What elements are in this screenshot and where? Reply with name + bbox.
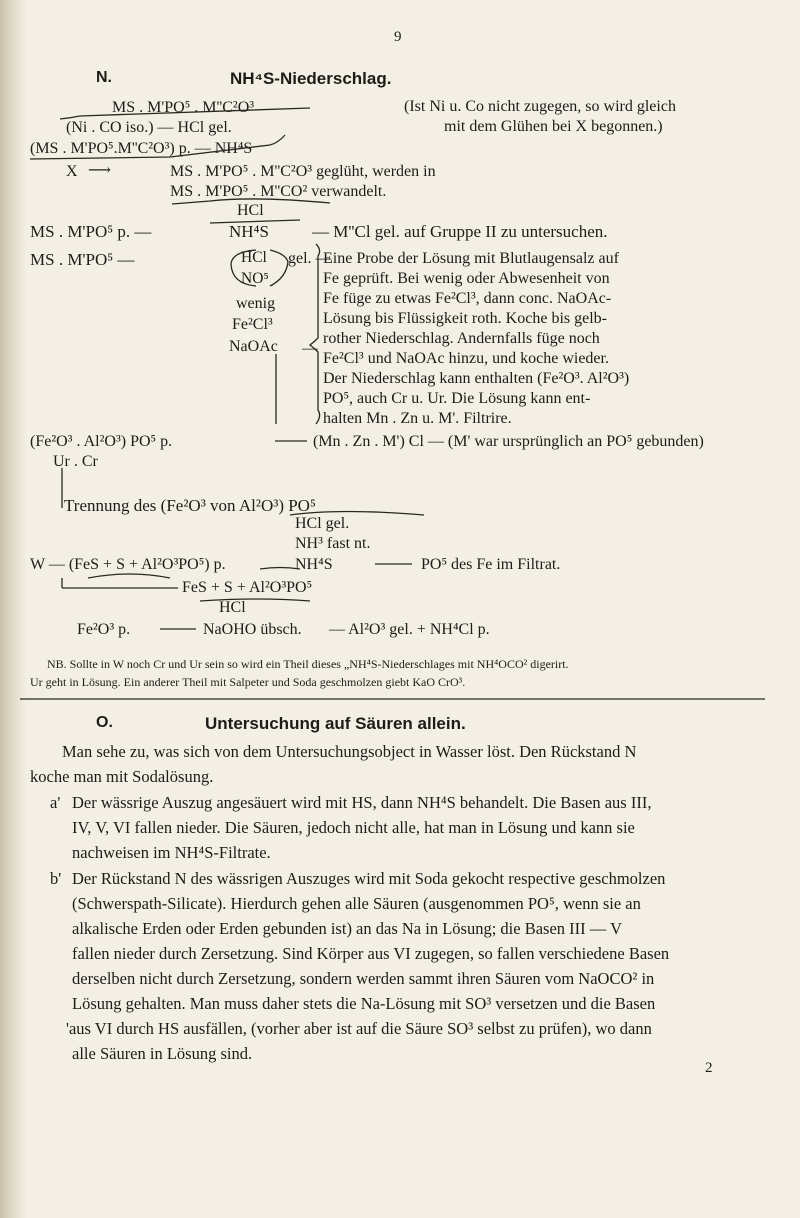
underline-bar — [210, 220, 300, 223]
paragraph-a-line: IV, V, VI fallen nieder. Die Säuren, jedoch nicht alle, hat man in Lösung und kann sie — [72, 818, 635, 837]
al2o3-right: — Al²O³ gel. + NH⁴Cl p. — [329, 621, 490, 638]
intro-line: Man sehe zu, was sich von dem Untersuchungsobject in Wasser löst. Den Rückstand N — [62, 742, 637, 761]
wenig-label: wenig — [236, 295, 276, 312]
x-label: X — [66, 163, 78, 180]
row3-right: (Mn . Zn . M') Cl — (M' war ursprünglich an PO⁵ gebunden) — [313, 433, 704, 450]
scheme-line-2: (Ni . CO iso.) — HCl gel. — [66, 119, 232, 136]
paragraph-b-line: Lösung gehalten. Man muss daher stets die Na-Lösung mit SO³ versetzen und die Basen — [72, 994, 656, 1013]
naoho-label: NaOHO übsch. — [203, 621, 302, 638]
box-bracket — [310, 244, 320, 424]
section-o-title: Untersuchung auf Säuren allein. — [205, 714, 466, 733]
hcl-label-2: HCl — [219, 599, 246, 616]
paragraph-b-line: alle Säuren in Lösung sind. — [72, 1044, 253, 1063]
intro-line: koche man mit Sodalösung. — [30, 767, 214, 786]
box-line: Fe²Cl³ und NaOAc hinzu, und koche wieder. — [323, 350, 609, 367]
row1-right: — M''Cl gel. auf Gruppe II zu untersuchen. — [312, 222, 608, 241]
box-line: Fe geprüft. Bei wenig oder Abwesenheit von — [323, 270, 610, 287]
page-number: 9 — [394, 29, 402, 45]
paragraph-a-label: a' — [50, 793, 61, 812]
hcl-gel-label: HCl gel. — [295, 515, 350, 532]
x-line-1: MS . M'PO⁵ . M''C²O³ geglüht, werden in — [170, 163, 436, 180]
underline-bar — [30, 135, 285, 159]
nb-line-2: Ur geht in Lösung. Ein anderer Theil mit Salpeter und Soda geschmolzen giebt KaO CrO³. — [30, 675, 466, 689]
underline-bar — [172, 199, 330, 204]
brace-left — [231, 250, 256, 286]
underline-bar — [200, 599, 310, 601]
x-line-2: MS . M'PO⁵ . M''CO² verwandelt. — [170, 183, 387, 200]
fe2o3-left: Fe²O³ p. — [77, 621, 131, 638]
signature-mark: 2 — [705, 1060, 713, 1076]
x-arrow: ⟶ — [88, 162, 111, 179]
row1-left: MS . M'PO⁵ p. — — [30, 222, 152, 241]
w-left: W — (FeS + S + Al²O³PO⁵) p. — [30, 556, 226, 573]
w-right: PO⁵ des Fe im Filtrat. — [421, 556, 561, 573]
scheme-note-1: (Ist Ni u. Co nicht zugegen, so wird gleich — [404, 98, 676, 115]
paragraph-b-line: derselben nicht durch Zersetzung, sondern werden sammt ihren Säuren vom NaOCO² in — [72, 969, 655, 988]
paragraph-b-label: b' — [50, 869, 62, 888]
fes-line: FeS + S + Al²O³PO⁵ — [182, 579, 313, 596]
brace-no5: NO⁵ — [241, 270, 269, 287]
fe2cl3-label: Fe²Cl³ — [232, 316, 273, 333]
paragraph-a-line: Der wässrige Auszug angesäuert wird mit HS, dann NH⁴S behandelt. Die Basen aus III, — [72, 793, 652, 812]
row3-left: (Fe²O³ . Al²O³) PO⁵ p. — [30, 433, 173, 450]
box-line: Lösung bis Flüssigkeit roth. Koche bis gelb- — [323, 310, 607, 327]
box-line: Eine Probe der Lösung mit Blutlaugensalz auf — [323, 250, 619, 267]
box-line: PO⁵, auch Cr u. Ur. Die Lösung kann ent- — [323, 390, 591, 407]
connector-dash — [260, 568, 300, 570]
brace-right — [270, 250, 288, 286]
naoac-label: NaOAc — [229, 338, 278, 355]
nh3-label: NH³ fast nt. — [295, 535, 371, 552]
box-line: rother Niederschlag. Andernfalls füge noch — [323, 330, 600, 347]
box-dash: — — [302, 340, 318, 357]
nb-line-1: NB. Sollte in W noch Cr und Ur sein so wird ein Theil dieses „NH⁴S-Niederschlages mit NH⁴OCO² digerirt. — [47, 657, 569, 671]
row2-left: MS . M'PO⁵ — — [30, 250, 135, 269]
gel-label: gel. — — [288, 250, 332, 267]
scheme-line-3: (MS . M'PO⁵.M''C²O³) p. — NH⁴S — [30, 140, 253, 157]
paragraph-a-line: nachweisen im NH⁴S-Filtrate. — [72, 843, 271, 862]
underline-bar — [290, 512, 424, 516]
brace-hcl: HCl — [241, 249, 267, 266]
paragraph-b-line: 'aus VI durch HS ausfällen, (vorher aber ist auf die Säure SO³ selbst zu prüfen), wo dann — [66, 1019, 652, 1038]
scheme-line-1: MS . M'PO⁵ . M''C²O³ — [112, 99, 255, 116]
paragraph-b-line: Der Rückstand N des wässrigen Auszuges wird mit Soda gekocht respective geschmolzen — [72, 869, 666, 888]
hcl-label-1: HCl — [237, 202, 264, 219]
paragraph-b-line: alkalische Erden oder Erden gebunden ist) an das Na in Lösung; die Basen III — V — [72, 919, 622, 938]
row1-reagent: NH⁴S — [229, 222, 269, 241]
trennung-line: Trennung des (Fe²O³ von Al²O³) PO⁵ — [64, 496, 316, 515]
section-n-letter: N. — [96, 69, 112, 86]
underline-bar — [60, 108, 310, 119]
box-line: Fe füge zu etwas Fe²Cl³, dann conc. NaOAc- — [323, 290, 612, 307]
scheme-note-2: mit dem Glühen bei X begonnen.) — [444, 118, 663, 135]
w-reagent: NH⁴S — [295, 556, 333, 573]
underline-bar — [88, 574, 170, 578]
paragraph-b-line: (Schwerspath-Silicate). Hierdurch gehen alle Säuren (ausgenommen PO⁵, wenn sie an — [72, 894, 641, 913]
paragraph-b-line: fallen nieder durch Zersetzung. Sind Körper aus VI zugegen, so fallen verschiedene Basen — [72, 944, 670, 963]
box-line: halten Mn . Zn u. M'. Filtrire. — [323, 410, 512, 427]
box-line: Der Niederschlag kann enthalten (Fe²O³. Al²O³) — [323, 370, 630, 387]
ur-cr-label: Ur . Cr — [53, 453, 98, 470]
section-o-letter: O. — [96, 714, 113, 731]
section-n-title: NH⁴S-Niederschlag. — [230, 69, 392, 88]
